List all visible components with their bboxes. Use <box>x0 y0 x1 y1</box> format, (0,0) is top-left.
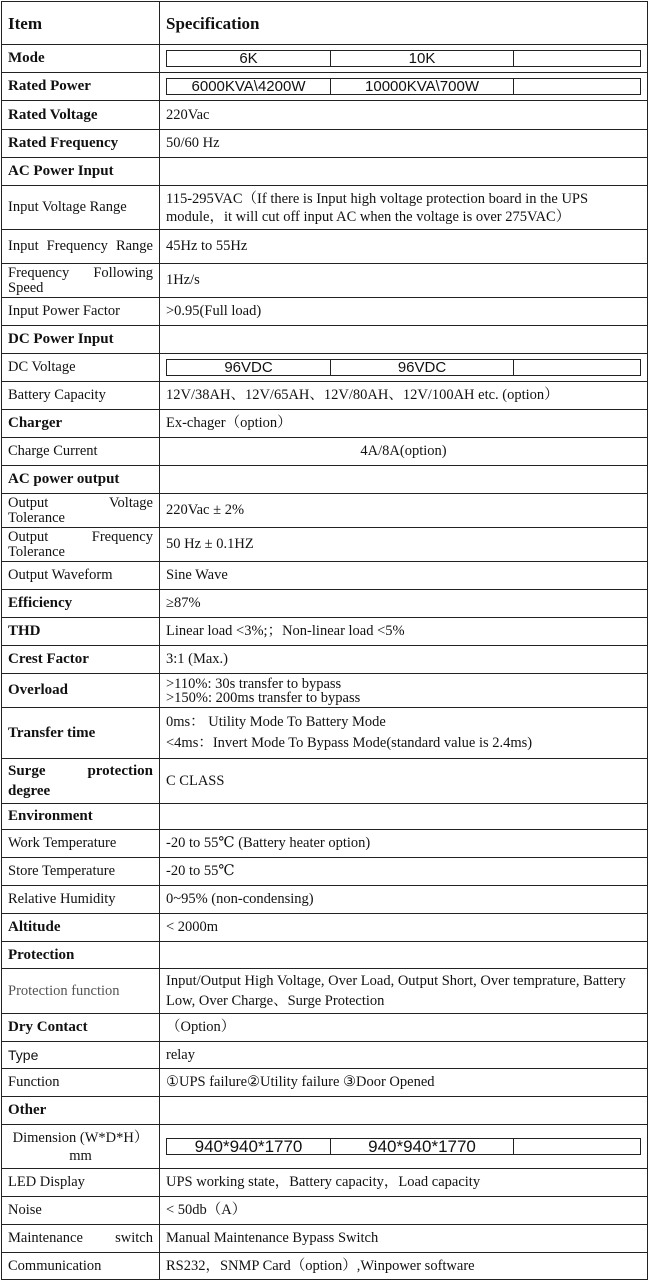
value-store-temperature: -20 to 55℃ <box>160 858 648 886</box>
value-dry-contact: （Option） <box>160 1014 648 1042</box>
section-protection <box>2 942 648 969</box>
value-thd: Linear load <3%;；Non-linear load <5% <box>160 618 648 646</box>
label-environment: Environment <box>2 804 160 830</box>
row-dc-voltage <box>2 354 648 382</box>
header-item: Item <box>2 2 160 45</box>
label-crest-factor: Crest Factor <box>2 646 160 674</box>
row-dry-contact <box>2 1014 648 1042</box>
value-charger: Ex-chager（option） <box>160 410 648 438</box>
rated-power-10k: 10000KVA\700W <box>331 79 514 95</box>
value-transfer-time <box>160 708 648 759</box>
label-protection-function: Protection function <box>2 969 160 1014</box>
label-thd: THD <box>2 618 160 646</box>
row-function <box>2 1069 648 1097</box>
label-work-temperature: Work Temperature <box>2 830 160 858</box>
dc-voltage-6k: 96VDC <box>167 360 331 376</box>
value-overload <box>160 674 648 708</box>
value-crest-factor: 3:1 (Max.) <box>160 646 648 674</box>
mode-empty <box>514 51 641 67</box>
row-frequency-following-speed <box>2 264 648 298</box>
row-maintenance-switch <box>2 1225 648 1253</box>
section-environment <box>2 804 648 830</box>
label-rated-voltage: Rated Voltage <box>2 101 160 130</box>
row-input-frequency-range <box>2 230 648 264</box>
row-dimension <box>2 1125 648 1169</box>
row-led-display <box>2 1169 648 1197</box>
label-surge-protection: Surge protection degree <box>2 759 160 804</box>
row-crest-factor <box>2 646 648 674</box>
label-frequency-following-speed: Frequency Following Speed <box>2 264 160 298</box>
row-battery-capacity <box>2 382 648 410</box>
label-relative-humidity: Relative Humidity <box>2 886 160 914</box>
label-charge-current: Charge Current <box>2 438 160 466</box>
label-function: Function <box>2 1069 160 1097</box>
value-charge-current: 4A/8A(option) <box>160 438 648 466</box>
value-output-waveform: Sine Wave <box>160 562 648 590</box>
dimension-empty <box>514 1139 641 1155</box>
row-rated-power <box>2 73 648 101</box>
label-ac-power-input: AC Power Input <box>2 158 160 186</box>
value-communication: RS232，SNMP Card（option）,Winpower software <box>160 1253 648 1280</box>
value-input-power-factor: >0.95(Full load) <box>160 298 648 326</box>
mode-10k: 10K <box>331 51 514 67</box>
row-noise <box>2 1197 648 1225</box>
transfer-time-line-1: 0ms： Utility Mode To Battery Mode <box>166 714 386 730</box>
row-protection-function <box>2 969 648 1014</box>
value-input-frequency-range: 45Hz to 55Hz <box>160 230 648 264</box>
row-thd <box>2 618 648 646</box>
label-type: Type <box>2 1042 160 1069</box>
label-input-frequency-range: Input Frequency Range <box>2 230 160 264</box>
transfer-time-line-2: <4ms：Invert Mode To Bypass Mode(standard value is 2.4ms) <box>166 735 533 751</box>
label-maintenance-switch: Maintenance switch <box>2 1225 160 1253</box>
row-rated-voltage <box>2 101 648 130</box>
label-output-waveform: Output Waveform <box>2 562 160 590</box>
value-noise: < 50db（A） <box>160 1197 648 1225</box>
label-store-temperature: Store Temperature <box>2 858 160 886</box>
mode-6k: 6K <box>167 51 331 67</box>
label-overload: Overload <box>2 674 160 708</box>
label-dry-contact: Dry Contact <box>2 1014 160 1042</box>
row-efficiency <box>2 590 648 618</box>
label-mode: Mode <box>2 45 160 73</box>
label-communication: Communication <box>2 1253 160 1280</box>
label-dc-voltage: DC Voltage <box>2 354 160 382</box>
label-led-display: LED Display <box>2 1169 160 1197</box>
row-input-voltage-range <box>2 186 648 230</box>
dc-voltage-10k: 96VDC <box>331 360 514 376</box>
value-frequency-following-speed: 1Hz/s <box>160 264 648 298</box>
row-rated-frequency <box>2 130 648 158</box>
row-transfer-time <box>2 708 648 759</box>
value-led-display: UPS working state，Battery capacity，Load capacity <box>160 1169 648 1197</box>
value-work-temperature: -20 to 55℃ (Battery heater option) <box>160 830 648 858</box>
row-communication <box>2 1253 648 1280</box>
value-function: ①UPS failure②Utility failure ③Door Opened <box>160 1069 648 1097</box>
value-input-voltage-range: 115-295VAC（If there is Input high voltage protection board in the UPS module，it will cut off input AC when the voltage is over 275VAC） <box>160 186 648 230</box>
rated-power-6k: 6000KVA\4200W <box>167 79 331 95</box>
value-protection-function: Input/Output High Voltage, Over Load, Output Short, Over temprature, Battery Low, Over Charge、Surge Protection <box>160 969 648 1014</box>
value-rated-voltage: 220Vac <box>160 101 648 130</box>
label-output-voltage-tolerance: Output Voltage Tolerance <box>2 494 160 528</box>
value-rated-frequency: 50/60 Hz <box>160 130 648 158</box>
row-altitude <box>2 914 648 942</box>
row-store-temperature <box>2 858 648 886</box>
dimension-10k: 940*940*1770 <box>331 1139 514 1155</box>
dimension-6k: 940*940*1770 <box>167 1139 331 1155</box>
value-output-voltage-tolerance: 220Vac ± 2% <box>160 494 648 528</box>
row-charger <box>2 410 648 438</box>
row-relative-humidity <box>2 886 648 914</box>
label-transfer-time: Transfer time <box>2 708 160 759</box>
label-input-voltage-range: Input Voltage Range <box>2 186 160 230</box>
row-output-waveform <box>2 562 648 590</box>
overload-line-2: >150%: 200ms transfer to bypass <box>166 689 361 706</box>
overload-line-1: >110%: 30s transfer to bypass <box>166 675 342 692</box>
row-type <box>2 1042 648 1069</box>
rated-power-empty <box>514 79 641 95</box>
row-mode <box>2 45 648 73</box>
section-ac-power-input <box>2 158 648 186</box>
value-maintenance-switch: Manual Maintenance Bypass Switch <box>160 1225 648 1253</box>
label-ac-power-output: AC power output <box>2 466 160 494</box>
value-battery-capacity: 12V/38AH、12V/65AH、12V/80AH、12V/100AH etc. (option） <box>160 382 648 410</box>
label-altitude: Altitude <box>2 914 160 942</box>
header-row <box>2 2 648 45</box>
section-other <box>2 1097 648 1125</box>
label-noise: Noise <box>2 1197 160 1225</box>
row-output-voltage-tolerance <box>2 494 648 528</box>
label-battery-capacity: Battery Capacity <box>2 382 160 410</box>
row-work-temperature <box>2 830 648 858</box>
row-input-power-factor <box>2 298 648 326</box>
value-type: relay <box>160 1042 648 1069</box>
value-relative-humidity: 0~95% (non-condensing) <box>160 886 648 914</box>
label-rated-power: Rated Power <box>2 73 160 101</box>
dc-voltage-empty <box>514 360 641 376</box>
label-dc-power-input: DC Power Input <box>2 326 160 354</box>
value-surge-protection: C CLASS <box>160 759 648 804</box>
label-rated-frequency: Rated Frequency <box>2 130 160 158</box>
header-specification: Specification <box>160 2 648 45</box>
value-altitude: < 2000m <box>160 914 648 942</box>
label-other: Other <box>2 1097 160 1125</box>
row-overload <box>2 674 648 708</box>
value-efficiency: ≥87% <box>160 590 648 618</box>
label-efficiency: Efficiency <box>2 590 160 618</box>
section-dc-power-input <box>2 326 648 354</box>
row-surge-protection <box>2 759 648 804</box>
label-charger: Charger <box>2 410 160 438</box>
spec-table <box>1 1 648 1280</box>
label-protection: Protection <box>2 942 160 969</box>
label-dimension: Dimension (W*D*H）mm <box>2 1125 160 1169</box>
label-input-power-factor: Input Power Factor <box>2 298 160 326</box>
value-output-frequency-tolerance: 50 Hz ± 0.1HZ <box>160 528 648 562</box>
row-charge-current <box>2 438 648 466</box>
row-output-frequency-tolerance <box>2 528 648 562</box>
section-ac-power-output <box>2 466 648 494</box>
label-output-frequency-tolerance: Output Frequency Tolerance <box>2 528 160 562</box>
